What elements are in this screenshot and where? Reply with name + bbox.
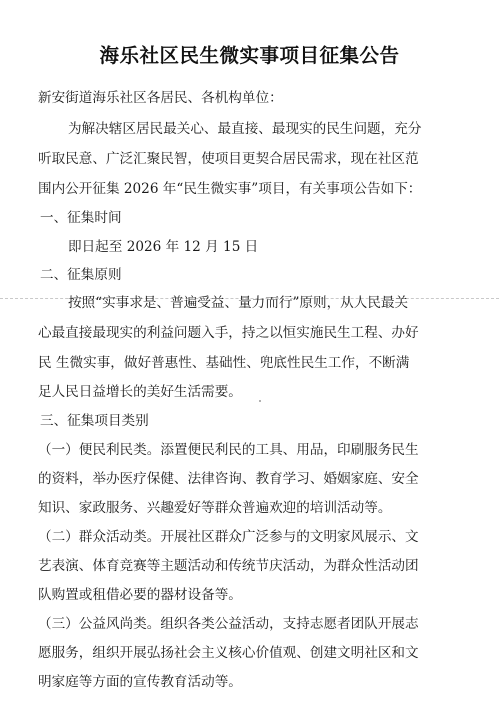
section-1-body: 即日起至 2026 年 12 月 15 日 — [68, 239, 259, 255]
addressee-line: 新安街道海乐社区各居民、各机构单位： — [38, 90, 283, 106]
item-3-line-1: （三）公益风尚类。组织各类公益活动，支持志愿者团队开展志 — [38, 616, 419, 632]
item-3-line-2: 愿服务，组织开展弘扬社会主义核心价值观、创建文明社区和文 — [38, 645, 419, 661]
section-2-line-2: 心最直接最现实的利益问题入手，持之以恒实施民生工程、办好 — [38, 325, 419, 341]
section-2-heading: 二、征集原则 — [40, 267, 122, 283]
item-1-line-2: 的资料，举办医疗保健、法律咨询、教育学习、婚姻家庭、安全 — [38, 471, 419, 487]
item-2-line-3: 队购置或租借必要的器材设备等。 — [38, 587, 242, 603]
intro-line-3: 围内公开征集 2026 年“民生微实事”项目，有关事项公告如下： — [38, 181, 422, 197]
item-1-line-1: （一）便民利民类。添置便民利民的工具、用品，印刷服务民生 — [38, 442, 419, 458]
intro-line-1: 为解决辖区居民最关心、最直接、最现实的民生问题，充分 — [68, 121, 422, 137]
section-2-line-4: 足人民日益增长的美好生活需要。 — [38, 384, 242, 400]
item-2-line-2: 艺表演、体育竞赛等主题活动和传统节庆活动，为群众性活动团 — [38, 558, 419, 574]
section-2-line-1: 按照“实事求是、普遍受益、量力而行”原则，从人民最关 — [68, 295, 409, 311]
item-3-line-3: 明家庭等方面的宣传教育活动等。 — [38, 674, 242, 690]
item-2-line-1: （二）群众活动类。开展社区群众广泛参与的文明家风展示、文 — [38, 529, 419, 545]
intro-line-2: 听取民意、广泛汇聚民智，使项目更契合居民需求，现在社区范 — [38, 151, 419, 167]
document-title: 海乐社区民生微实事项目征集公告 — [99, 44, 400, 67]
scan-speck — [259, 400, 261, 402]
section-3-heading: 三、征集项目类别 — [40, 413, 149, 429]
section-2-line-3: 民 生微实事，做好普惠性、基础性、兜底性民生工作，不断满 — [38, 355, 410, 371]
item-1-line-3: 知识、家政服务、兴趣爱好等群众普遍欢迎的培训活动等。 — [38, 500, 392, 516]
section-1-heading: 一、征集时间 — [40, 210, 122, 226]
